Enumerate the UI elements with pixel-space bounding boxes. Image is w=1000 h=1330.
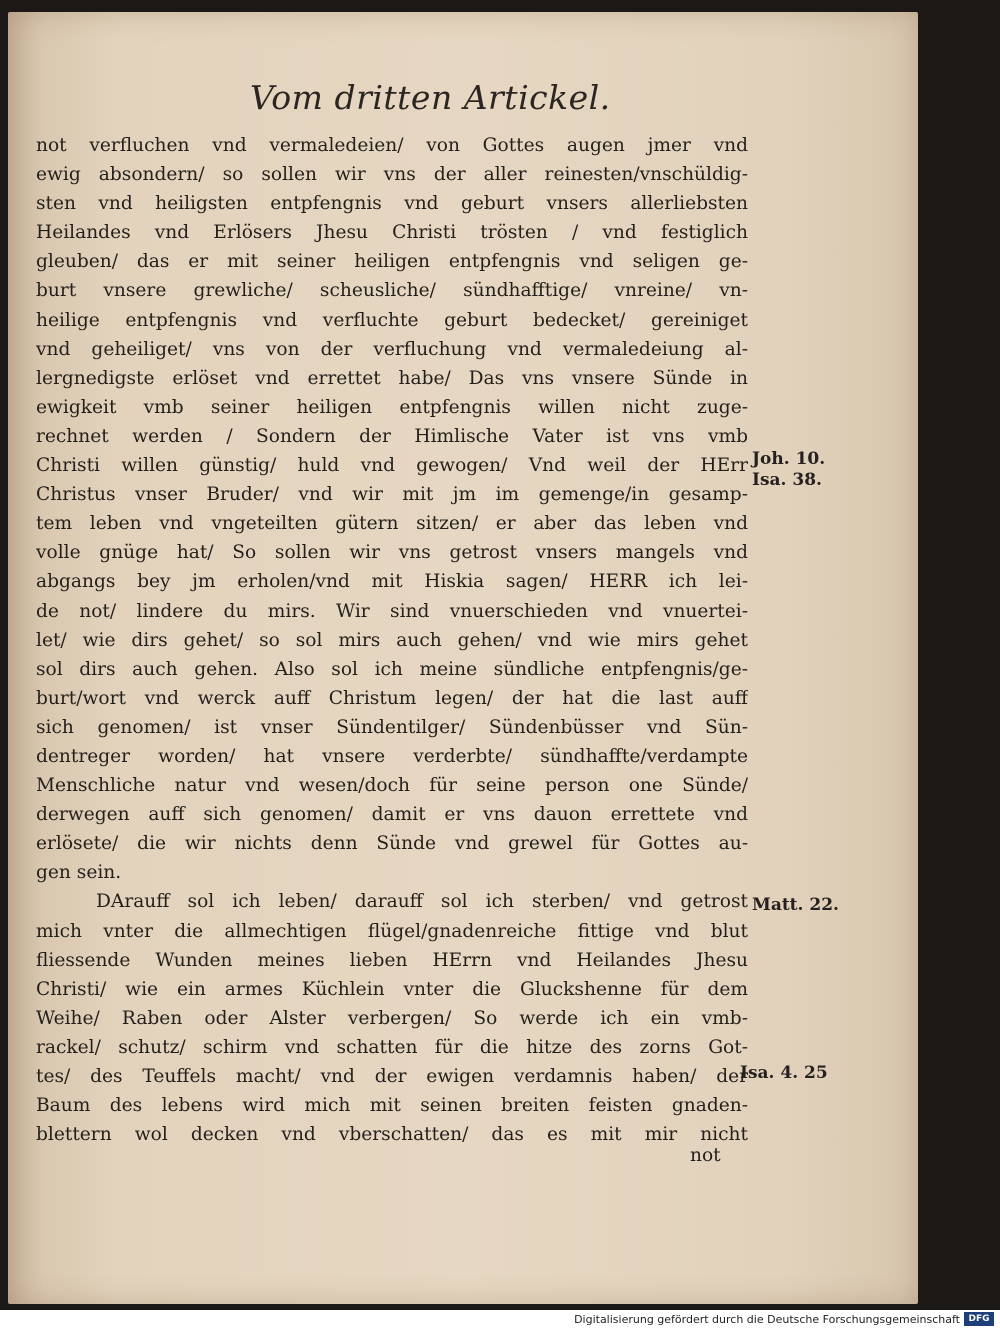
main-text-block [36, 131, 748, 1149]
text-line: gen sein. [36, 862, 122, 884]
text-line: Menschliche natur vnd wesen/doch für seine person one Sünde/ [36, 775, 748, 797]
text-line: mich vnter die allmechtigen flügel/gnadenreiche fittige vnd blut [36, 920, 748, 942]
footer-credit: Digitalisierung gefördert durch die Deutsche Forschungsgemeinschaft [574, 1313, 960, 1326]
dfg-logo: DFG [964, 1312, 994, 1326]
text-line: Weihe/ Raben oder Alster verbergen/ So werde ich ein vmb- [36, 1007, 748, 1029]
text-line: Heilandes vnd Erlösers Jhesu Christi trösten / vnd festiglich [36, 222, 748, 244]
text-line: tes/ des Teuffels macht/ vnd der ewigen verdamnis haben/ der [36, 1066, 748, 1087]
running-head: Vom dritten Artickel. [250, 78, 611, 117]
text-line: rackel/ schutz/ schirm vnd schatten für die hitze des zorns Got- [36, 1036, 748, 1058]
text-line: Christi willen günstig/ huld vnd gewogen/ Vnd weil der HErr [36, 455, 748, 477]
text-line: fliessende Wunden meines lieben HErrn vnd Heilandes Jhesu [36, 949, 748, 971]
text-line: ewig absondern/ so sollen wir vns der aller reinesten/vnschüldig- [36, 164, 748, 186]
text-line: derwegen auff sich genomen/ damit er vns dauon errettete vnd [36, 804, 748, 826]
text-line: burt/wort vnd werck auff Christum legen/ der hat die last auff [36, 687, 748, 709]
margin-note-isa38: Isa. 38. [752, 470, 822, 490]
catchword: not [690, 1145, 721, 1166]
text-line: heilige entpfengnis vnd verfluchte geburt bedecket/ gereiniget [36, 309, 748, 331]
text-line: erlösete/ die wir nichts denn Sünde vnd grewel für Gottes au- [36, 833, 748, 855]
text-line: not verfluchen vnd vermaledeien/ von Gottes augen jmer vnd [36, 135, 748, 156]
margin-note-joh: Joh. 10. [752, 449, 826, 469]
text-line: let/ wie dirs gehet/ so sol mirs auch gehen/ vnd wie mirs gehet [36, 629, 748, 651]
text-line: rechnet werden / Sondern der Himlische Vater ist vns vmb [36, 425, 748, 447]
text-line: Baum des lebens wird mich mit seinen breiten feisten gnaden- [36, 1095, 748, 1117]
text-line: sten vnd heiligsten entpfengnis vnd geburt vnsers allerliebsten [36, 193, 748, 215]
text-line: ewigkeit vmb seiner heiligen entpfengnis willen nicht zuge- [36, 396, 748, 418]
text-line: abgangs bey jm erholen/vnd mit Hiskia sagen/ HERR ich lei- [36, 571, 748, 593]
text-line: DArauff sol ich leben/ darauff sol ich sterben/ vnd getrost [96, 891, 748, 913]
margin-note-isa4: Isa. 4. 25 [740, 1063, 828, 1083]
text-line: lergnedigste erlöset vnd errettet habe/ Das vns vnsere Sünde in [36, 367, 748, 389]
text-line: de not/ lindere du mirs. Wir sind vnuerschieden vnd vnuertei- [36, 600, 748, 622]
text-line: gleuben/ das er mit seiner heiligen entpfengnis vnd seligen ge- [36, 251, 748, 273]
text-line: sol dirs auch gehen. Also sol ich meine sündliche entpfengnis/ge- [36, 658, 748, 680]
text-line: dentreger worden/ hat vnsere verderbte/ sündhaffte/verdampte [36, 745, 748, 767]
text-line: Christus vnser Bruder/ vnd wir mit jm im gemenge/in gesamp- [36, 484, 748, 506]
text-line: sich genomen/ ist vnser Sündentilger/ Sündenbüsser vnd Sün- [36, 716, 748, 738]
text-line: volle gnüge hat/ So sollen wir vns getrost vnsers mangels vnd [36, 542, 748, 564]
text-line: tem leben vnd vngeteilten gütern sitzen/ er aber das leben vnd [36, 513, 748, 535]
text-line: burt vnsere grewliche/ scheusliche/ sündhafftige/ vnreine/ vn- [36, 280, 748, 302]
text-line: blettern wol decken vnd vberschatten/ das es mit mir nicht [36, 1124, 748, 1146]
margin-note-matt: Matt. 22. [752, 895, 839, 915]
text-line: vnd geheiliget/ vns von der verfluchung vnd vermaledeiung al- [36, 338, 748, 360]
text-line: Christi/ wie ein armes Küchlein vnter die Gluckshenne für dem [36, 978, 748, 1000]
